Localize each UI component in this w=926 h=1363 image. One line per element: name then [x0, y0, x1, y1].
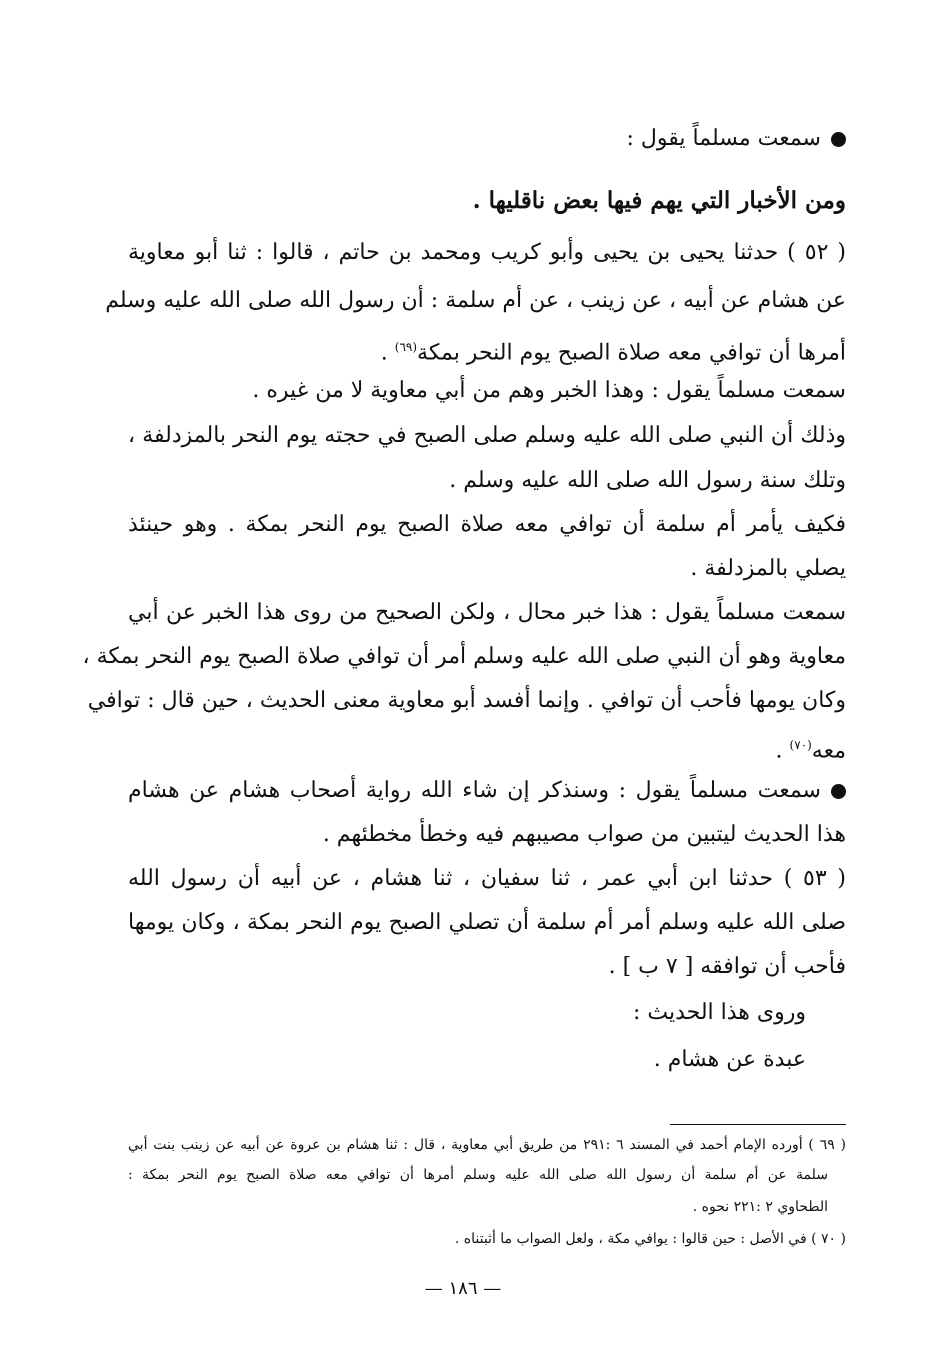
footnote-69-line-3: الطحاوي ٢ :٢٢١ نحوه . — [692, 1199, 828, 1215]
text-line-14: معه$^{(٧٠)}$ . — [775, 738, 846, 764]
footnote-ref-70: (٧٠) — [789, 738, 812, 752]
text-line-9: فكيف يأمر أم سلمة أن توافي معه صلاة الصبح يوم النحر بمكة . وهو حينئذ — [128, 512, 846, 537]
bullet-icon — [831, 132, 846, 147]
text-line-11: سمعت مسلماً يقول : هذا خبر محال ، ولكن الصحيح من روى هذا الخبر عن أبي — [128, 600, 846, 625]
text-line-16: هذا الحديث ليتبين من صواب مصيبهم فيه وخطأ مخطئهم . — [322, 822, 846, 847]
footnote-69-line-1: ( ٦٩ ) أورده الإمام أحمد في المسند ٦ :٢٩١ من طريق أبي معاوية ، قال : ثنا هشام بن عروة عن أبيه عن زينب بنت أبي — [128, 1137, 846, 1153]
page-number: — ١٨٦ — — [424, 1278, 502, 1299]
bullet-icon — [831, 784, 846, 799]
text-line-12: معاوية وهو أن النبي صلى الله عليه وسلم أمر أن توافي صلاة الصبح يوم النحر بمكة ، — [82, 644, 846, 669]
text-line-20: وروى هذا الحديث : — [632, 1000, 806, 1025]
text-line-21: عبدة عن هشام . — [653, 1047, 806, 1072]
footnote-ref-69: (٦٩) — [394, 340, 418, 354]
text-line-1: سمعت مسلماً يقول : — [627, 124, 846, 154]
text-line-7: وذلك أن النبي صلى الله عليه وسلم صلى الصبح في حجته يوم النحر بالمزدلفة ، — [128, 423, 846, 448]
text-line-18: صلى الله عليه وسلم أمر أم سلمة أن تصلي الصبح يوم النحر بمكة ، وكان يومها — [128, 910, 846, 935]
text-line-15: سمعت مسلماً يقول : وسنذكر إن شاء الله رواية أصحاب هشام عن هشام — [128, 776, 846, 806]
section-heading: ومن الأخبار التي يهم فيها بعض ناقليها . — [472, 187, 846, 214]
footnote-69-line-2: سلمة عن أم سلمة أن رسول الله صلى الله عليه وسلم أمرها أن توافي معه صلاة الصبح يوم النحر بمكة : — [128, 1167, 828, 1183]
text-line-17: ( ٥٣ ) حدثنا ابن أبي عمر ، ثنا سفيان ، ثنا هشام ، عن أبيه أن رسول الله — [128, 866, 846, 891]
text-line-10: يصلي بالمزدلفة . — [690, 556, 846, 581]
text-line-4: عن هشام عن أبيه ، عن زينب ، عن أم سلمة : أن رسول الله صلى الله عليه وسلم — [105, 288, 846, 313]
footnote-70: ( ٧٠ ) في الأصل : حين قالوا : يوافي مكة ، ولعل الصواب ما أثبتناه . — [454, 1231, 846, 1247]
text-line-19: فأحب أن توافقه [ ٧ ب ] . — [608, 954, 846, 979]
text-line-5: أمرها أن توافي معه صلاة الصبح يوم النحر بمكة$^{(٦٩)}$ . — [380, 340, 846, 366]
footnote-divider — [670, 1124, 846, 1125]
text-line-13: وكان يومها فأحب أن توافي . وإنما أفسد أبو معاوية معنى الحديث ، حين قال : توافي — [87, 688, 846, 713]
text-line-8: وتلك سنة رسول الله صلى الله عليه وسلم . — [449, 468, 846, 493]
text-line-3: ( ٥٢ ) حدثنا يحيى بن يحيى وأبو كريب ومحمد بن حاتم ، قالوا : ثنا أبو معاوية — [128, 240, 846, 265]
text-line-6: سمعت مسلماً يقول : وهذا الخبر وهم من أبي معاوية لا من غيره . — [252, 378, 846, 403]
